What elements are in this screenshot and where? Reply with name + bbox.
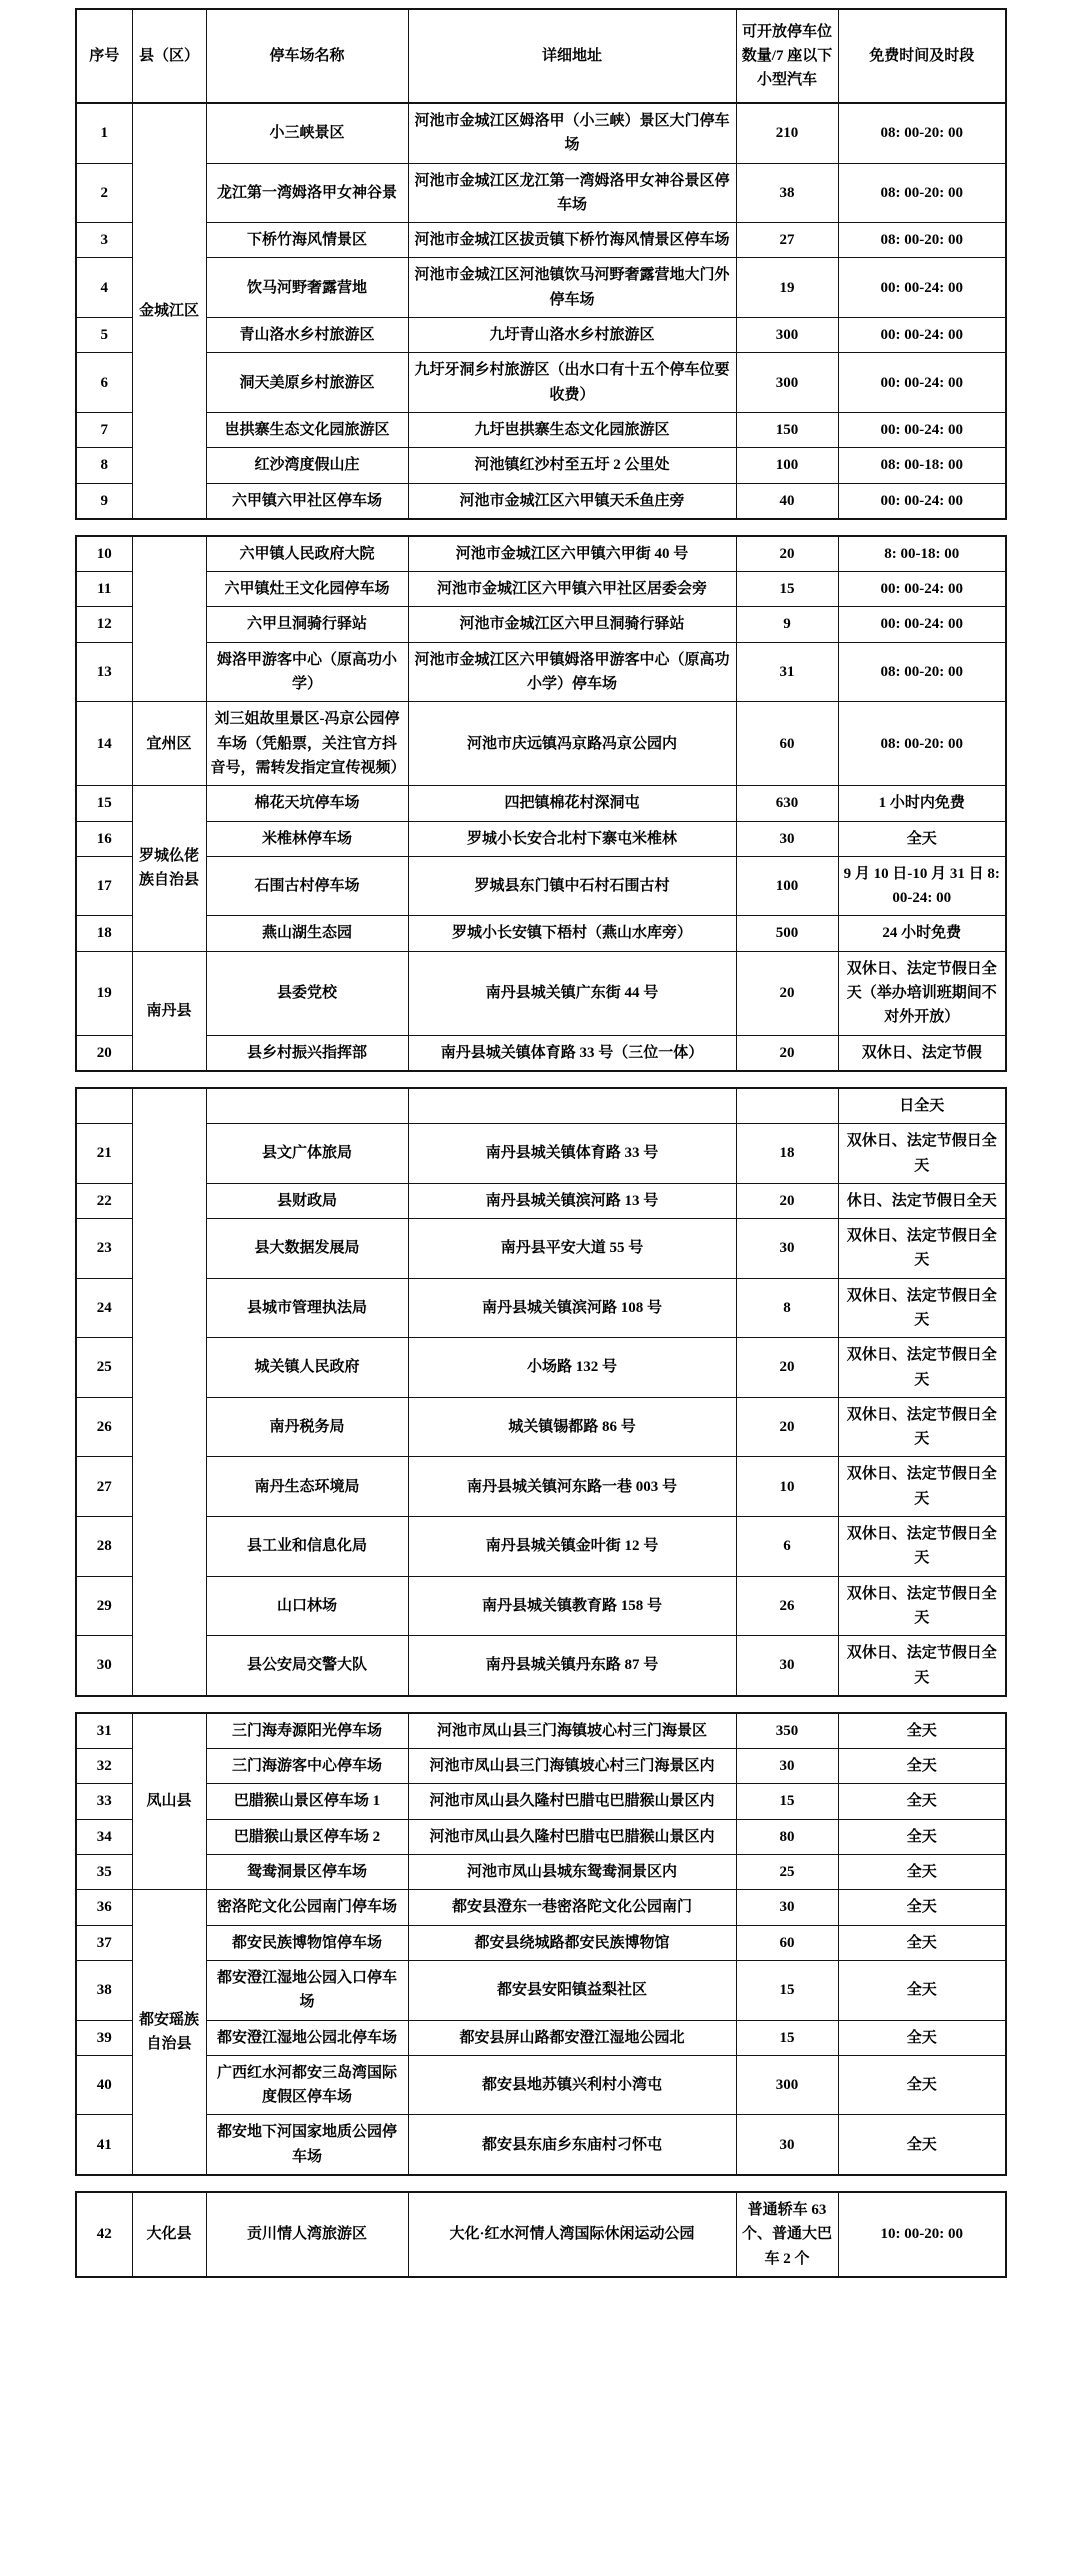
address-cell: 九圩岜拱寨生态文化园旅游区: [408, 412, 736, 447]
address-cell: 罗城小长安合北村下寨屯米椎林: [408, 821, 736, 856]
address-cell: 南丹县城关镇广东街 44 号: [408, 951, 736, 1035]
spaces-count: 30: [736, 1636, 838, 1696]
free-time-cell: 00: 00-24: 00: [838, 572, 1006, 607]
parking-lot-name: 六甲镇六甲社区停车场: [206, 483, 408, 519]
spaces-count: 6: [736, 1517, 838, 1577]
spaces-count: 19: [736, 258, 838, 318]
table-row: [76, 2055, 1006, 2115]
parking-lot-name: 都安地下河国家地质公园停车场: [206, 2115, 408, 2175]
row-number: 13: [76, 642, 132, 702]
parking-lot-name: 姆洛甲游客中心（原高功小学）: [206, 642, 408, 702]
spaces-count: 18: [736, 1124, 838, 1184]
table-row: [76, 103, 1006, 163]
table-row: [76, 1124, 1006, 1184]
address-cell: 河池市金城江区姆洛甲（小三峡）景区大门停车场: [408, 103, 736, 163]
free-time-cell: 08: 00-20: 00: [838, 642, 1006, 702]
address-cell: 都安县澄东一巷密洛陀文化公园南门: [408, 1890, 736, 1925]
address-cell: 四把镇棉花村深洞屯: [408, 786, 736, 821]
free-time-cell: 全天: [838, 2020, 1006, 2055]
parking-lot-name: 青山洛水乡村旅游区: [206, 318, 408, 353]
table-row: [76, 353, 1006, 413]
free-time-cell: 双休日、法定节假日全天: [838, 1636, 1006, 1696]
table-row: [76, 572, 1006, 607]
address-cell: 河池市金城江区拔贡镇下桥竹海风情景区停车场: [408, 223, 736, 258]
address-cell: 城关镇锡都路 86 号: [408, 1397, 736, 1457]
spaces-count: 300: [736, 353, 838, 413]
table-row: [76, 1855, 1006, 1890]
row-number: 34: [76, 1819, 132, 1854]
row-number: 21: [76, 1124, 132, 1184]
free-time-cell: 08: 00-20: 00: [838, 163, 1006, 223]
table-row: [76, 642, 1006, 702]
free-time-cell: 00: 00-24: 00: [838, 258, 1006, 318]
spaces-count: 26: [736, 1576, 838, 1636]
table-row: [76, 163, 1006, 223]
free-time-cell: 10: 00-20: 00: [838, 2192, 1006, 2277]
table-row: [76, 2115, 1006, 2175]
row-number: 36: [76, 1890, 132, 1925]
address-cell: 河池市凤山县城东鸳鸯洞景区内: [408, 1855, 736, 1890]
spaces-count: 15: [736, 1960, 838, 2020]
row-number: 33: [76, 1784, 132, 1819]
county-cell: 罗城仫佬族自治县: [132, 786, 206, 951]
table-row: [76, 1035, 1006, 1071]
spaces-count: 20: [736, 1397, 838, 1457]
spaces-count: 300: [736, 2055, 838, 2115]
county-cell: 南丹县: [132, 951, 206, 1071]
parking-lot-name: 鸳鸯洞景区停车场: [206, 1855, 408, 1890]
free-time-cell: 双休日、法定节假日全天: [838, 1124, 1006, 1184]
column-header-4: 详细地址: [408, 9, 736, 103]
row-number: 1: [76, 103, 132, 163]
parking-lot-name: 贡川情人湾旅游区: [206, 2192, 408, 2277]
table-row: [76, 1397, 1006, 1457]
row-number: 31: [76, 1713, 132, 1749]
spaces-count: 30: [736, 2115, 838, 2175]
free-time-cell: 08: 00-18: 00: [838, 448, 1006, 483]
row-number: 20: [76, 1035, 132, 1071]
free-time-cell: 08: 00-20: 00: [838, 702, 1006, 786]
row-number: 25: [76, 1338, 132, 1398]
table-row: [76, 258, 1006, 318]
free-time-cell: 双休日、法定节假日全天: [838, 1278, 1006, 1338]
address-cell: 河池市凤山县久隆村巴腊屯巴腊猴山景区内: [408, 1819, 736, 1854]
free-time-cell: 双休日、法定节假日全天: [838, 1338, 1006, 1398]
address-cell: 河池市金城江区六甲镇六甲社区居委会旁: [408, 572, 736, 607]
table-row: [76, 1784, 1006, 1819]
address-cell: 河池市凤山县三门海镇坡心村三门海景区: [408, 1713, 736, 1749]
parking-lot-name: 县城市管理执法局: [206, 1278, 408, 1338]
table-row: [76, 536, 1006, 572]
spaces-count: 普通轿车 63 个、普通大巴车 2 个: [736, 2192, 838, 2277]
parking-lot-name: 县委党校: [206, 951, 408, 1035]
row-number: 29: [76, 1576, 132, 1636]
address-cell: 罗城小长安镇下梧村（燕山水库旁）: [408, 916, 736, 951]
table-row: [76, 1636, 1006, 1696]
address-cell: 九圩青山洛水乡村旅游区: [408, 318, 736, 353]
row-number: 10: [76, 536, 132, 572]
table-row: [76, 1576, 1006, 1636]
row-number: 16: [76, 821, 132, 856]
free-time-cell: 全天: [838, 1925, 1006, 1960]
spaces-count: 20: [736, 536, 838, 572]
parking-lot-name: 刘三姐故里景区-冯京公园停车场（凭船票，关注官方抖音号，需转发指定宣传视频）: [206, 702, 408, 786]
table-row: [76, 483, 1006, 519]
parking-lot-name: 岜拱寨生态文化园旅游区: [206, 412, 408, 447]
row-number: 39: [76, 2020, 132, 2055]
address-cell: 南丹县城关镇丹东路 87 号: [408, 1636, 736, 1696]
row-number: 42: [76, 2192, 132, 2277]
table-row: [76, 1183, 1006, 1218]
spaces-count: 40: [736, 483, 838, 519]
parking-lot-name: 燕山湖生态园: [206, 916, 408, 951]
spaces-count: 20: [736, 1183, 838, 1218]
spaces-count: 100: [736, 856, 838, 916]
parking-lot-name: 都安民族博物馆停车场: [206, 1925, 408, 1960]
free-time-cell: 双休日、法定节假日全天: [838, 1576, 1006, 1636]
parking-lot-name: 广西红水河都安三岛湾国际度假区停车场: [206, 2055, 408, 2115]
parking-lot-name: 县乡村振兴指挥部: [206, 1035, 408, 1071]
parking-lot-name: 县财政局: [206, 1183, 408, 1218]
free-time-cell: 全天: [838, 1819, 1006, 1854]
column-header-5: 可开放停车位数量/7 座以下小型汽车: [736, 9, 838, 103]
column-header-2: 县（区）: [132, 9, 206, 103]
row-number: 14: [76, 702, 132, 786]
table-row: [76, 1925, 1006, 1960]
free-time-cell: 08: 00-20: 00: [838, 103, 1006, 163]
address-cell: 都安县安阳镇益梨社区: [408, 1960, 736, 2020]
table-row: [76, 951, 1006, 1035]
column-header-6: 免费时间及时段: [838, 9, 1006, 103]
address-cell: 南丹县城关镇体育路 33 号: [408, 1124, 736, 1184]
column-header-1: 序号: [76, 9, 132, 103]
address-cell: 河池市庆远镇冯京路冯京公园内: [408, 702, 736, 786]
table-row: [76, 2192, 1006, 2277]
table-row: [76, 916, 1006, 951]
parking-lot-name: 密洛陀文化公园南门停车场: [206, 1890, 408, 1925]
row-number: 22: [76, 1183, 132, 1218]
row-number: 35: [76, 1855, 132, 1890]
row-number: 32: [76, 1749, 132, 1784]
parking-lot-name: 六甲旦洞骑行驿站: [206, 607, 408, 642]
row-number: 19: [76, 951, 132, 1035]
row-number: 40: [76, 2055, 132, 2115]
parking-lot-name: 六甲镇灶王文化园停车场: [206, 572, 408, 607]
parking-lot-name: 下桥竹海风情景区: [206, 223, 408, 258]
table-row: [76, 856, 1006, 916]
table-row: [76, 412, 1006, 447]
free-time-cell: 1 小时内免费: [838, 786, 1006, 821]
spaces-count: 15: [736, 572, 838, 607]
table-row: [76, 1278, 1006, 1338]
table-row: [76, 1749, 1006, 1784]
spaces-count: 8: [736, 1278, 838, 1338]
spaces-count: 10: [736, 1457, 838, 1517]
table-row: [76, 1819, 1006, 1854]
free-time-cell: 双休日、法定节假日全天: [838, 1457, 1006, 1517]
spaces-count: 150: [736, 412, 838, 447]
table-row: [76, 786, 1006, 821]
parking-lot-name: 石围古村停车场: [206, 856, 408, 916]
address-cell: 南丹县城关镇滨河路 13 号: [408, 1183, 736, 1218]
address-cell: 河池市凤山县久隆村巴腊屯巴腊猴山景区内: [408, 1784, 736, 1819]
row-number: 41: [76, 2115, 132, 2175]
table-row: [76, 1960, 1006, 2020]
header-row: [76, 9, 1006, 103]
spaces-count: 80: [736, 1819, 838, 1854]
row-number: 30: [76, 1636, 132, 1696]
row-number: 24: [76, 1278, 132, 1338]
row-number: 26: [76, 1397, 132, 1457]
address-cell: 河池镇红沙村至五圩 2 公里处: [408, 448, 736, 483]
parking-lot-name: 洞天美原乡村旅游区: [206, 353, 408, 413]
parking-lot-name: 龙江第一湾姆洛甲女神谷景: [206, 163, 408, 223]
parking-lot-name: 棉花天坑停车场: [206, 786, 408, 821]
parking-lot-name: 巴腊猴山景区停车场 2: [206, 1819, 408, 1854]
free-time-cell: 00: 00-24: 00: [838, 483, 1006, 519]
parking-table-block-5: [75, 2191, 1007, 2278]
row-number: 18: [76, 916, 132, 951]
address-cell: 大化·红水河情人湾国际休闲运动公园: [408, 2192, 736, 2277]
parking-lot-name: 三门海游客中心停车场: [206, 1749, 408, 1784]
parking-lot-name: 都安澄江湿地公园北停车场: [206, 2020, 408, 2055]
table-row: [76, 2020, 1006, 2055]
address-cell: 南丹县平安大道 55 号: [408, 1219, 736, 1279]
row-number: 2: [76, 163, 132, 223]
row-number: 4: [76, 258, 132, 318]
county-cell: 都安瑶族自治县: [132, 1890, 206, 2175]
table-row: [76, 1088, 1006, 1124]
row-number: 6: [76, 353, 132, 413]
address-cell: 河池市金城江区六甲旦洞骑行驿站: [408, 607, 736, 642]
row-number: 5: [76, 318, 132, 353]
free-time-cell: 08: 00-20: 00: [838, 223, 1006, 258]
row-number: 8: [76, 448, 132, 483]
table-row: [76, 1219, 1006, 1279]
spaces-count: 350: [736, 1713, 838, 1749]
parking-lot-name: [206, 1088, 408, 1124]
parking-lot-name: 三门海寿源阳光停车场: [206, 1713, 408, 1749]
county-cell: 金城江区: [132, 103, 206, 519]
free-time-cell: 双休日、法定节假日全天（举办培训班期间不对外开放）: [838, 951, 1006, 1035]
free-time-cell: 双休日、法定节假: [838, 1035, 1006, 1071]
spaces-count: 31: [736, 642, 838, 702]
free-time-cell: 双休日、法定节假日全天: [838, 1219, 1006, 1279]
free-time-cell: 9 月 10 日-10 月 31 日 8: 00-24: 00: [838, 856, 1006, 916]
address-cell: 都安县东庙乡东庙村刁怀屯: [408, 2115, 736, 2175]
spaces-count: 30: [736, 821, 838, 856]
address-cell: 南丹县城关镇滨河路 108 号: [408, 1278, 736, 1338]
spaces-count: 25: [736, 1855, 838, 1890]
address-cell: 河池市金城江区河池镇饮马河野奢露营地大门外停车场: [408, 258, 736, 318]
table-row: [76, 1338, 1006, 1398]
table-blocks-container: [75, 8, 1080, 2278]
address-cell: 河池市金城江区龙江第一湾姆洛甲女神谷景区停车场: [408, 163, 736, 223]
parking-table-block-1: [75, 8, 1007, 520]
address-cell: 南丹县城关镇教育路 158 号: [408, 1576, 736, 1636]
spaces-count: 30: [736, 1219, 838, 1279]
free-time-cell: 00: 00-24: 00: [838, 318, 1006, 353]
row-number: 7: [76, 412, 132, 447]
row-number: 11: [76, 572, 132, 607]
address-cell: 南丹县城关镇体育路 33 号（三位一体）: [408, 1035, 736, 1071]
address-cell: 河池市金城江区六甲镇六甲街 40 号: [408, 536, 736, 572]
row-number: 3: [76, 223, 132, 258]
spaces-count: 15: [736, 1784, 838, 1819]
spaces-count: 60: [736, 702, 838, 786]
parking-table-block-3: [75, 1087, 1007, 1697]
spaces-count: 9: [736, 607, 838, 642]
county-cell: 大化县: [132, 2192, 206, 2277]
parking-lot-name: 南丹生态环境局: [206, 1457, 408, 1517]
free-time-cell: 全天: [838, 2115, 1006, 2175]
address-cell: 九圩牙洞乡村旅游区（出水口有十五个停车位要收费）: [408, 353, 736, 413]
parking-lot-name: 红沙湾度假山庄: [206, 448, 408, 483]
spaces-count: 100: [736, 448, 838, 483]
free-time-cell: 全天: [838, 2055, 1006, 2115]
row-number: 12: [76, 607, 132, 642]
address-cell: 河池市金城江区六甲镇姆洛甲游客中心（原高功小学）停车场: [408, 642, 736, 702]
spaces-count: 20: [736, 1338, 838, 1398]
table-row: [76, 1457, 1006, 1517]
spaces-count: 30: [736, 1749, 838, 1784]
row-number: 28: [76, 1517, 132, 1577]
table-row: [76, 1713, 1006, 1749]
parking-lot-name: 县大数据发展局: [206, 1219, 408, 1279]
row-number: 15: [76, 786, 132, 821]
row-number: [76, 1088, 132, 1124]
parking-lot-name: 城关镇人民政府: [206, 1338, 408, 1398]
spaces-count: 20: [736, 1035, 838, 1071]
spaces-count: 38: [736, 163, 838, 223]
parking-lot-name: 饮马河野奢露营地: [206, 258, 408, 318]
table-row: [76, 607, 1006, 642]
parking-lot-name: 六甲镇人民政府大院: [206, 536, 408, 572]
parking-table-block-4: [75, 1712, 1007, 2176]
row-number: 37: [76, 1925, 132, 1960]
address-cell: 南丹县城关镇金叶街 12 号: [408, 1517, 736, 1577]
parking-lot-name: 南丹税务局: [206, 1397, 408, 1457]
spaces-count: 60: [736, 1925, 838, 1960]
parking-lot-name: 县公安局交警大队: [206, 1636, 408, 1696]
free-time-cell: 00: 00-24: 00: [838, 607, 1006, 642]
county-cell: [132, 1088, 206, 1696]
parking-lot-name: 都安澄江湿地公园入口停车场: [206, 1960, 408, 2020]
free-time-cell: 双休日、法定节假日全天: [838, 1397, 1006, 1457]
free-time-cell: 日全天: [838, 1088, 1006, 1124]
free-time-cell: 8: 00-18: 00: [838, 536, 1006, 572]
row-number: 27: [76, 1457, 132, 1517]
parking-lot-name: 县工业和信息化局: [206, 1517, 408, 1577]
address-cell: 罗城县东门镇中石村石围古村: [408, 856, 736, 916]
parking-lot-name: 小三峡景区: [206, 103, 408, 163]
address-cell: 小场路 132 号: [408, 1338, 736, 1398]
free-time-cell: 休日、法定节假日全天: [838, 1183, 1006, 1218]
free-time-cell: 24 小时免费: [838, 916, 1006, 951]
row-number: 23: [76, 1219, 132, 1279]
row-number: 17: [76, 856, 132, 916]
free-time-cell: 全天: [838, 1890, 1006, 1925]
address-cell: 都安县地苏镇兴利村小湾屯: [408, 2055, 736, 2115]
address-cell: 河池市凤山县三门海镇坡心村三门海景区内: [408, 1749, 736, 1784]
address-cell: 河池市金城江区六甲镇天禾鱼庄旁: [408, 483, 736, 519]
spaces-count: 630: [736, 786, 838, 821]
spaces-count: 30: [736, 1890, 838, 1925]
table-row: [76, 223, 1006, 258]
free-time-cell: 全天: [838, 821, 1006, 856]
parking-lot-name: 米椎林停车场: [206, 821, 408, 856]
parking-lot-name: 县文广体旅局: [206, 1124, 408, 1184]
row-number: 9: [76, 483, 132, 519]
county-cell: 凤山县: [132, 1713, 206, 1890]
spaces-count: 20: [736, 951, 838, 1035]
table-row: [76, 1517, 1006, 1577]
table-row: [76, 448, 1006, 483]
table-row: [76, 821, 1006, 856]
address-cell: [408, 1088, 736, 1124]
free-time-cell: 全天: [838, 1749, 1006, 1784]
row-number: 38: [76, 1960, 132, 2020]
free-time-cell: 双休日、法定节假日全天: [838, 1517, 1006, 1577]
county-cell: [132, 536, 206, 702]
parking-table-block-2: [75, 535, 1007, 1072]
free-time-cell: 00: 00-24: 00: [838, 412, 1006, 447]
free-time-cell: 全天: [838, 1855, 1006, 1890]
spaces-count: 27: [736, 223, 838, 258]
free-time-cell: 00: 00-24: 00: [838, 353, 1006, 413]
column-header-3: 停车场名称: [206, 9, 408, 103]
table-row: [76, 318, 1006, 353]
address-cell: 都安县绕城路都安民族博物馆: [408, 1925, 736, 1960]
free-time-cell: 全天: [838, 1960, 1006, 2020]
spaces-count: 300: [736, 318, 838, 353]
address-cell: 南丹县城关镇河东路一巷 003 号: [408, 1457, 736, 1517]
spaces-count: 210: [736, 103, 838, 163]
table-row: [76, 1890, 1006, 1925]
parking-lot-name: 山口林场: [206, 1576, 408, 1636]
table-row: [76, 702, 1006, 786]
spaces-count: 500: [736, 916, 838, 951]
free-time-cell: 全天: [838, 1784, 1006, 1819]
spaces-count: 15: [736, 2020, 838, 2055]
address-cell: 都安县屏山路都安澄江湿地公园北: [408, 2020, 736, 2055]
parking-lot-name: 巴腊猴山景区停车场 1: [206, 1784, 408, 1819]
county-cell: 宜州区: [132, 702, 206, 786]
spaces-count: [736, 1088, 838, 1124]
free-time-cell: 全天: [838, 1713, 1006, 1749]
